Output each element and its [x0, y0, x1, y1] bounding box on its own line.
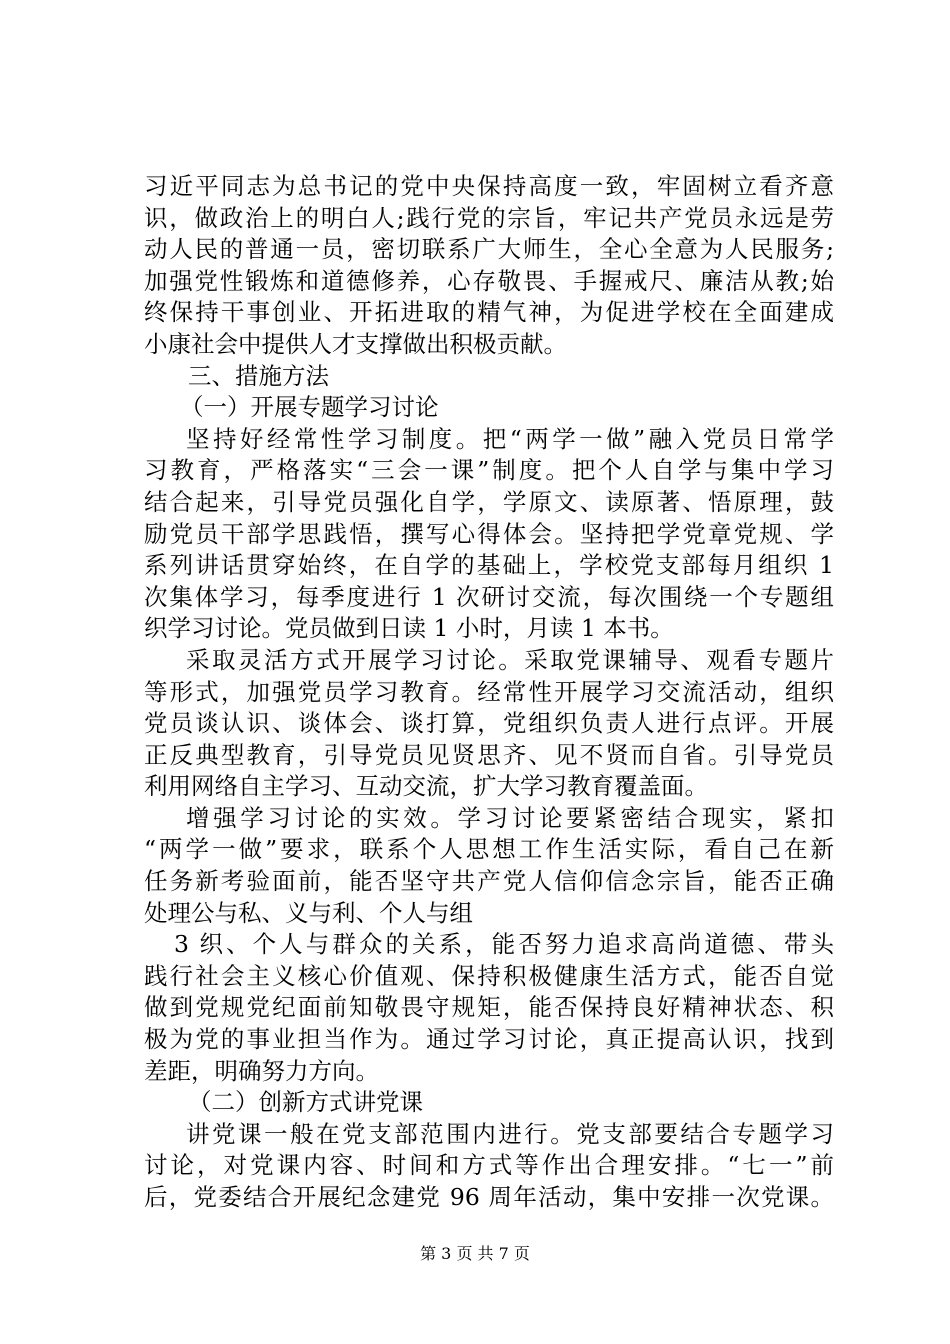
text-line: 差距，明确努力方向。 — [144, 1056, 379, 1085]
text-line: 利用网络自主学习、互动交流，扩大学习教育覆盖面。 — [144, 772, 708, 801]
text-line: 习教育，严格落实“三会一课”制度。把个人自学与集中学习 — [144, 456, 834, 485]
text-line: 动人民的普通一员，密切联系广大师生，全心全意为人民服务; — [144, 235, 834, 264]
text-line: 加强党性锻炼和道德修养，心存敬畏、手握戒尺、廉洁从教;始 — [144, 266, 834, 295]
text-line: 识，做政治上的明白人;践行党的宗旨，牢记共产党员永远是劳 — [144, 203, 834, 232]
text-line: 任务新考验面前，能否坚守共产党人信仰信念宗旨，能否正确 — [144, 867, 834, 896]
text-line: 践行社会主义核心价值观、保持积极健康生活方式，能否自觉 — [144, 961, 834, 990]
text-line: “两学一做”要求，联系个人思想工作生活实际，看自己在新 — [144, 835, 834, 864]
text-line: 坚持好经常性学习制度。把“两学一做”融入党员日常学 — [186, 424, 834, 453]
text-line: 3 织、个人与群众的关系，能否努力追求高尚道德、带头 — [174, 930, 834, 959]
text-line: 讲党课一般在党支部范围内进行。党支部要结合专题学习 — [186, 1119, 834, 1148]
section-heading: 三、措施方法 — [188, 361, 329, 390]
text-line: 等形式，加强党员学习教育。经常性开展学习交流活动，组织 — [144, 677, 834, 706]
text-line: 后，党委结合开展纪念建党 96 周年活动，集中安排一次党课。 — [144, 1183, 834, 1211]
text-line: 增强学习讨论的实效。学习讨论要紧密结合现实，紧扣 — [186, 803, 834, 832]
text-line: 结合起来，引导党员强化自学，学原文、读原著、悟原理，鼓 — [144, 487, 834, 516]
text-line: 做到党规党纪面前知敬畏守规矩，能否保持良好精神状态、积 — [144, 993, 834, 1022]
text-line: 小康社会中提供人才支撑做出积极贡献。 — [144, 329, 567, 358]
text-line: 正反典型教育，引导党员见贤思齐、见不贤而自省。引导党员 — [144, 740, 834, 769]
text-line: 终保持干事创业、开拓进取的精气神，为促进学校在全面建成 — [144, 298, 834, 327]
text-line: 织学习讨论。党员做到日读 1 小时，月读 1 本书。 — [144, 614, 674, 643]
subsection-heading: （二）创新方式讲党课 — [188, 1088, 423, 1117]
subsection-heading: （一）开展专题学习讨论 — [180, 393, 439, 422]
page-number-footer: 第 3 页 共 7 页 — [420, 1244, 530, 1263]
text-line: 采取灵活方式开展学习讨论。采取党课辅导、观看专题片 — [186, 645, 834, 674]
text-line: 极为党的事业担当作为。通过学习讨论，真正提高认识，找到 — [144, 1025, 834, 1054]
text-line: 系列讲话贯穿始终，在自学的基础上，学校党支部每月组织 1 — [144, 551, 834, 580]
text-line: 励党员干部学思践悟，撰写心得体会。坚持把学党章党规、学 — [144, 519, 834, 548]
text-line: 习近平同志为总书记的党中央保持高度一致，牢固树立看齐意 — [144, 172, 834, 200]
text-line: 党员谈认识、谈体会、谈打算，党组织负责人进行点评。开展 — [144, 709, 834, 738]
document-body — [144, 171, 834, 1214]
text-line: 讨论，对党课内容、时间和方式等作出合理安排。“七一”前 — [144, 1151, 834, 1180]
text-line: 次集体学习，每季度进行 1 次研讨交流，每次围绕一个专题组 — [144, 582, 834, 611]
text-line: 处理公与私、义与利、个人与组 — [144, 898, 473, 927]
